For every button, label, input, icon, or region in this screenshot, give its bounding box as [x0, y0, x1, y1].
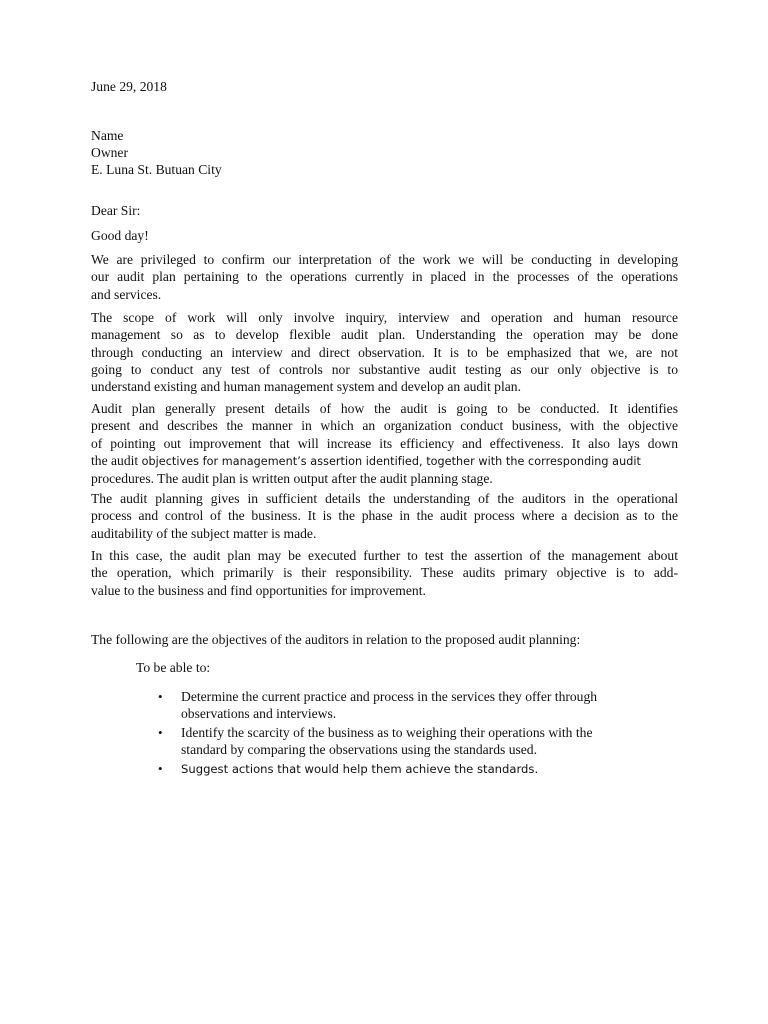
mixed-rest: objectives for management’s assertion identified, together with the corresponding audit — [141, 454, 641, 468]
mixed-lead: the audit — [91, 452, 142, 468]
paragraph-line: management so as to develop flexible audit plan. Understanding the operation may be done — [91, 327, 678, 343]
bullet-item-1 — [181, 688, 597, 723]
paragraph-line: and services. — [91, 286, 162, 302]
greeting: Good day! — [91, 228, 149, 243]
paragraph-line: process and control of the business. It is the phase in the audit process where a decision as to the — [91, 508, 678, 524]
paragraph-line: We are privileged to confirm our interpretation of the work we will be conducting in developing — [91, 252, 678, 267]
bullet-icon: • — [158, 725, 163, 740]
paragraph-line: understand existing and human management system and develop an audit plan. — [91, 379, 521, 395]
paragraph-line: the operation, which primarily is their responsibility. These audits primary objective is to add- — [91, 565, 678, 581]
paragraph-line: auditability of the subject matter is made. — [91, 525, 317, 541]
to-be-able-heading: To be able to: — [136, 660, 211, 675]
paragraph-line: procedures. The audit plan is written output after the audit planning stage. — [91, 471, 493, 487]
paragraph-line: Audit plan generally present details of how the audit is going to be conducted. It identifies — [91, 401, 678, 416]
paragraph-2 — [91, 309, 678, 395]
paragraph-line: The audit planning gives in sufficient details the understanding of the auditors in the operational — [91, 491, 678, 506]
letter-date: June 29, 2018 — [91, 79, 167, 94]
paragraph-line-mixed — [91, 452, 678, 470]
paragraph-1 — [91, 251, 678, 303]
recipient-address: E. Luna St. Butuan City — [91, 162, 222, 177]
paragraph-line: In this case, the audit plan may be executed further to test the assertion of the management about — [91, 548, 678, 563]
salutation: Dear Sir: — [91, 203, 141, 218]
paragraph-line: through conducting an interview and direct observation. It is to be emphasized that we, are not — [91, 344, 678, 360]
recipient-name: Name — [91, 128, 124, 143]
bullet-icon: • — [158, 761, 163, 776]
paragraph-line: going to conduct any test of controls nor substantive audit testing as our only objective is to — [91, 361, 678, 377]
paragraph-5 — [91, 547, 678, 599]
bullet-item-2 — [181, 724, 593, 759]
bullet-line: Determine the current practice and process in the services they offer through — [181, 689, 598, 704]
bullet-line: standard by comparing the observations using the standards used. — [181, 742, 538, 758]
objectives-intro: The following are the objectives of the auditors in relation to the proposed audit planning: — [91, 632, 581, 647]
paragraph-line: The scope of work will only involve inquiry, interview and operation and human resource — [91, 310, 678, 325]
bullet-line: observations and interviews. — [181, 706, 337, 722]
paragraph-3 — [91, 400, 678, 487]
paragraph-line: value to the business and find opportunities for improvement. — [91, 582, 426, 598]
paragraph-line: present and describes the manner in which an organization conduct business, with the objective — [91, 418, 678, 434]
recipient-title: Owner — [91, 145, 128, 160]
bullet-icon: • — [158, 689, 163, 704]
bullet-line: Identify the scarcity of the business as to weighing their operations with the — [181, 725, 593, 740]
bullet-item-3: Suggest actions that would help them achieve the standards. — [181, 762, 539, 776]
paragraph-line: of pointing out improvement that will increase its efficiency and effectiveness. It also lays down — [91, 435, 678, 451]
paragraph-4 — [91, 490, 678, 542]
paragraph-line: our audit plan pertaining to the operations currently in placed in the processes of the operations — [91, 269, 678, 285]
